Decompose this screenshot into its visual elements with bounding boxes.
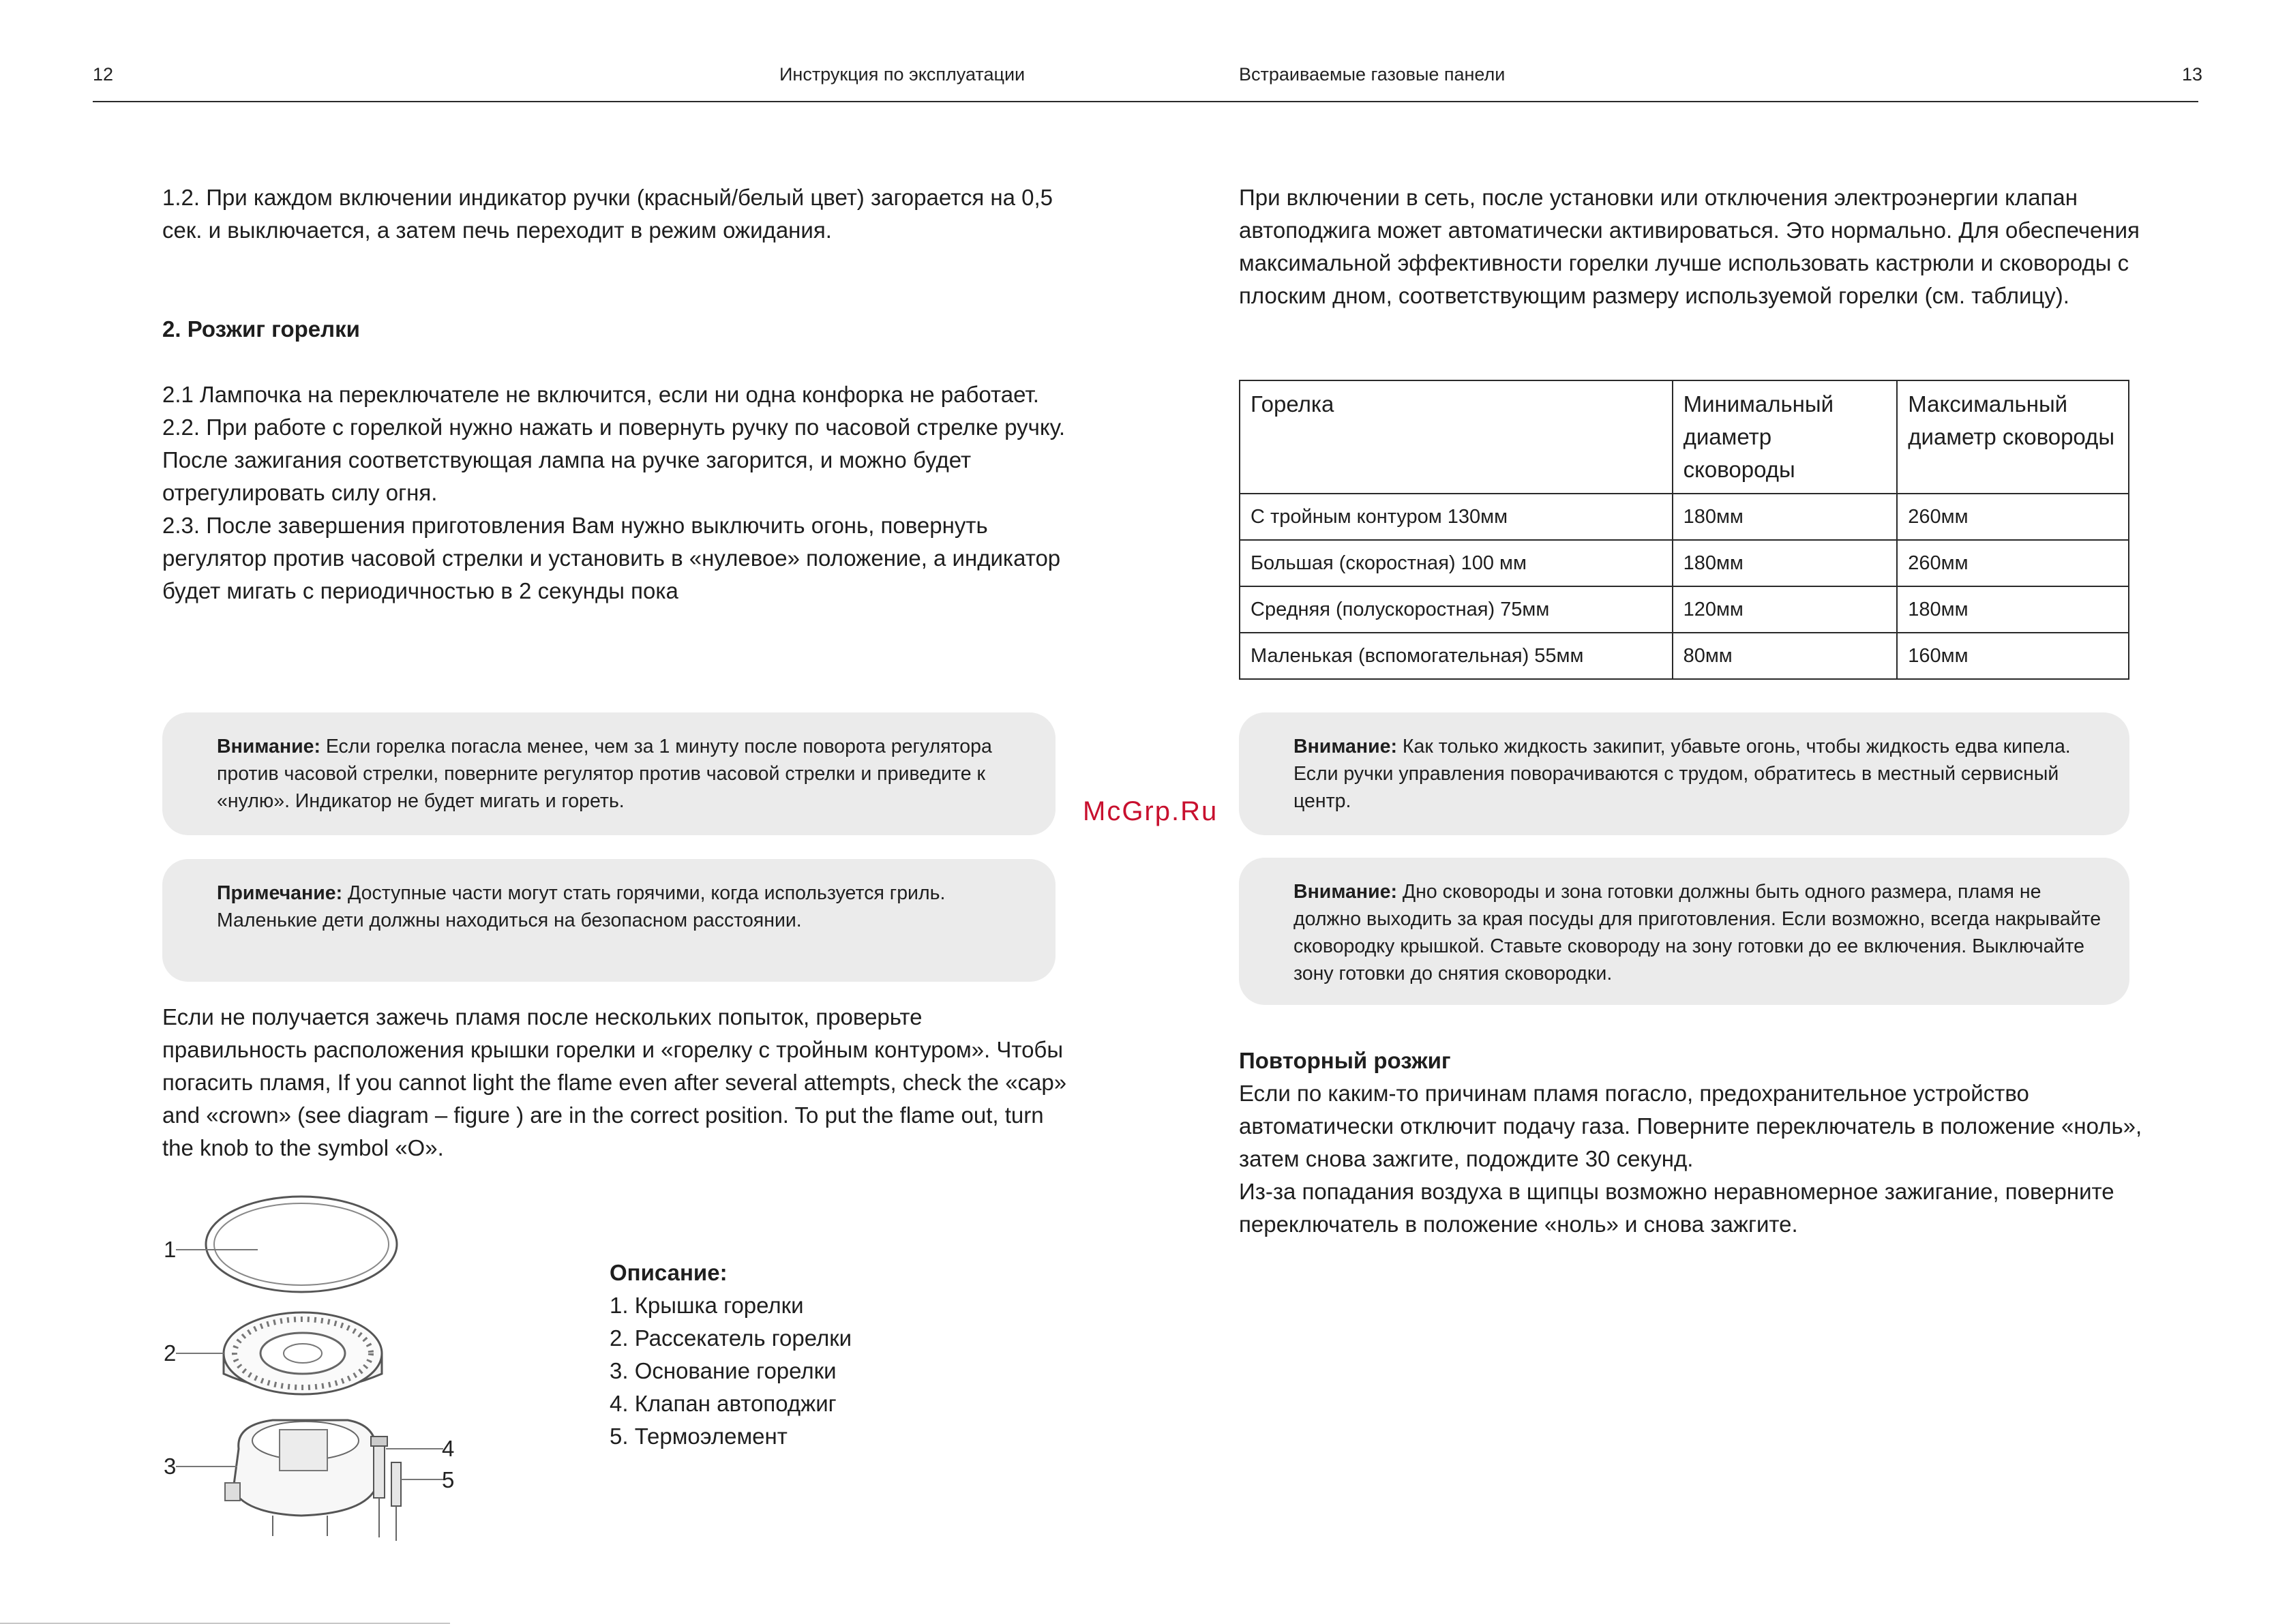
note-label: Внимание: <box>217 736 320 757</box>
column-header: Максимальный диаметр сковороды <box>1897 380 2129 494</box>
left-intro-paragraph: 1.2. При каждом включении индикатор ручки (красный/белый цвет) загорается на 0,5 сек. и выключается, а затем печь переходит в режим ожидания. <box>162 185 1053 243</box>
page-number-right: 13 <box>2182 64 2203 85</box>
table-cell: Средняя (полускоростная) 75мм <box>1240 586 1673 633</box>
header-title-right: Встраиваемые газовые панели <box>1239 64 1506 85</box>
note-text: Если горелка погасла менее, чем за 1 минуту после поворота регулятора против часовой стрелки, поверните регулятор против часовой стрелки и приведите к «нулю». Индикатор не будет мигать и гореть. <box>217 736 992 812</box>
table-cell: 260мм <box>1897 494 2129 540</box>
reignite-title: Повторный розжиг <box>1239 1048 1451 1073</box>
note-label: Внимание: <box>1293 881 1397 903</box>
list-item: 3. Основание горелки <box>610 1358 837 1383</box>
thermocouple-drawing <box>391 1462 443 1541</box>
table-cell: С тройным контуром 130мм <box>1240 494 1673 540</box>
list-item: 1. Крышка горелки <box>610 1293 804 1318</box>
table-cell: Маленькая (вспомогательная) 55мм <box>1240 633 1673 679</box>
callout-1: 1 <box>164 1237 177 1262</box>
callout-4: 4 <box>442 1436 455 1461</box>
table-row <box>1240 540 2129 586</box>
warning-note-left <box>162 712 1056 835</box>
ignition-steps: 2.1 Лампочка на переключателе не включится, если ни одна конфорка не работает. 2.2. При работе с горелкой нужно нажать и повернуть ручку по часовой стрелке ручку. После зажигания соответствующая лампа на ручке загорится, и можно будет отрегулировать силу огня. 2.3. После завершения приготовления Вам нужно выключить огонь, повернуть регулятор против часовой стрелки и установить в «нулевое» положение, а индикатор будет мигать с периодичностью в 2 секунды пока <box>162 382 1065 603</box>
watermark: McGrp.Ru <box>1083 796 1218 826</box>
header-divider <box>93 101 2198 102</box>
reignite-paragraph: Если по каким-то причинам пламя погасло, предохранительное устройство автоматически отключит подачу газа. Поверните переключатель в положение «ноль», затем снова зажгите, подождите 30 секунд. Из-за попадания воздуха в щипцы возможно неравномерное зажигание, поверните переключатель в положение «ноль» и снова зажгите. <box>1239 1081 2142 1237</box>
table-header-row <box>1240 380 2129 494</box>
list-item: 4. Клапан автоподжиг <box>610 1391 837 1416</box>
table-cell: 180мм <box>1897 586 2129 633</box>
right-intro-paragraph: При включении в сеть, после установки или отключения электроэнергии клапан автоподжига может автоматически активироваться. Это нормально. Для обеспечения максимальной эффективности горелки лучше использовать кастрюли и сковороды с плоским дном, соответствующим размеру используемой горелки (см. таблицу). <box>1239 185 2140 308</box>
burner-crown-drawing <box>176 1312 382 1394</box>
column-header: Минимальный диаметр сковороды <box>1673 380 1898 494</box>
callout-3: 3 <box>164 1454 177 1479</box>
burner-diagram <box>157 1190 511 1544</box>
table-row <box>1240 494 2129 540</box>
table-cell: 180мм <box>1673 540 1898 586</box>
note-label: Примечание: <box>217 882 343 904</box>
list-item: 5. Термоэлемент <box>610 1424 788 1449</box>
note-text: Дно сковороды и зона готовки должны быть одного размера, пламя не должно выходить за края посуды для приготовления. Если возможно, всегда накрывайте сковородку крышкой. Ставьте сковороду на зону готовки до ее включения. Выключайте зону готовки до снятия сковородки. <box>1293 881 2101 984</box>
burner-base-drawing <box>176 1420 376 1536</box>
table-cell: 180мм <box>1673 494 1898 540</box>
table-row <box>1240 586 2129 633</box>
description-list <box>610 1289 852 1453</box>
list-item: 2. Рассекатель горелки <box>610 1325 852 1351</box>
section-title-ignition: 2. Розжиг горелки <box>162 316 360 342</box>
note-label: Внимание: <box>1293 736 1397 757</box>
description-title: Описание: <box>610 1260 728 1285</box>
warning-note-right-2 <box>1239 858 2129 1005</box>
burner-cap-drawing <box>176 1197 397 1292</box>
table-cell: 80мм <box>1673 633 1898 679</box>
flame-instructions: Если не получается зажечь пламя после нескольких попыток, проверьте правильность расположения крышки горелки и «горелку с тройным контуром». Чтобы погасить пламя, If you cannot light the flame even after several attempts, check the «cap» and «crown» (see diagram – figure ) are in the correct position. To put the flame out, turn the knob to the symbol «O». <box>162 1004 1067 1160</box>
table-cell: 260мм <box>1897 540 2129 586</box>
note-text: Как только жидкость закипит, убавьте огонь, чтобы жидкость едва кипела. Если ручки управления поворачиваются с трудом, обратитесь в местный сервисный центр. <box>1293 736 2071 812</box>
table-cell: Большая (скоростная) 100 мм <box>1240 540 1673 586</box>
burner-size-table <box>1239 380 2129 680</box>
ignition-electrode-drawing <box>371 1437 443 1537</box>
warning-note-right-1 <box>1239 712 2129 835</box>
callout-2: 2 <box>164 1340 177 1366</box>
table-cell: 160мм <box>1897 633 2129 679</box>
callout-5: 5 <box>442 1467 455 1492</box>
table-cell: 120мм <box>1673 586 1898 633</box>
table-row <box>1240 633 2129 679</box>
remark-note-left <box>162 859 1056 982</box>
column-header: Горелка <box>1240 380 1673 494</box>
page-number-left: 12 <box>93 64 114 85</box>
note-text: Доступные части могут стать горячими, когда используется гриль. Маленькие дети должны находиться на безопасном расстоянии. <box>217 882 946 931</box>
header-title-left: Инструкция по эксплуатации <box>779 64 1026 85</box>
